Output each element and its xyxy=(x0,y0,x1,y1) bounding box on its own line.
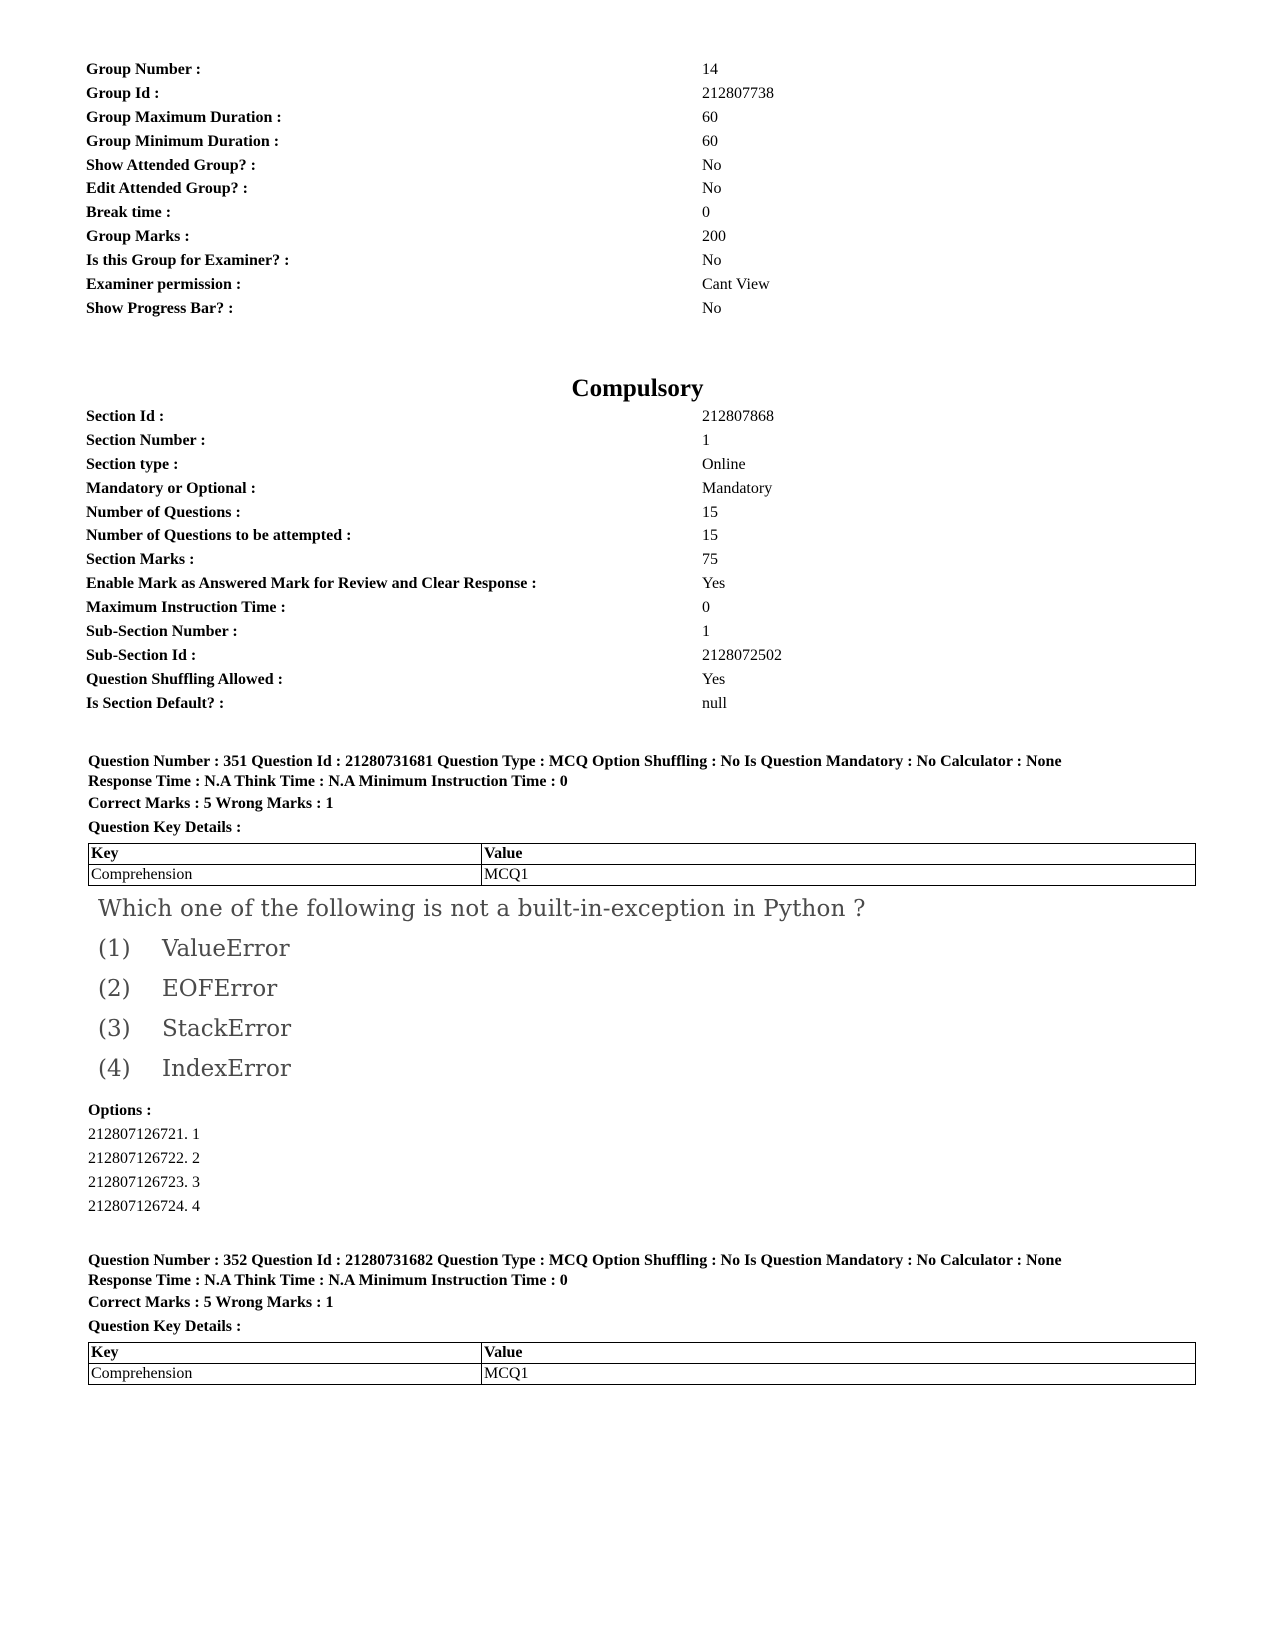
question-key-label: Question Key Details : xyxy=(88,819,242,836)
section-value: 15 xyxy=(702,503,718,521)
section-value: 1 xyxy=(702,431,710,449)
section-key: Maximum Instruction Time : xyxy=(86,599,286,617)
table-header-row xyxy=(89,844,1196,865)
group-key: Show Progress Bar? : xyxy=(86,299,234,317)
group-value: 200 xyxy=(702,228,726,246)
choice-number: (1) xyxy=(98,936,131,962)
question-choice xyxy=(98,1015,291,1043)
question-key-table xyxy=(88,843,1196,886)
options-label: Options : xyxy=(88,1102,152,1119)
question-text: Which one of the following is not a built-in-exception in Python ? xyxy=(98,896,866,922)
section-key: Number of Questions to be attempted : xyxy=(86,527,352,545)
option-item: 212807126723. 3 xyxy=(88,1174,200,1191)
table-row xyxy=(89,865,1196,886)
group-value: 0 xyxy=(702,204,710,222)
group-key: Group Number : xyxy=(86,61,201,78)
section-key: Number of Questions : xyxy=(86,503,241,521)
group-key: Group Id : xyxy=(86,84,160,102)
section-value: Yes xyxy=(702,575,726,593)
section-heading: Compulsory xyxy=(571,375,704,402)
section-key: Sub-Section Id : xyxy=(86,646,197,664)
section-key: Mandatory or Optional : xyxy=(86,479,256,497)
group-value: No xyxy=(702,180,722,198)
section-value: 212807868 xyxy=(702,408,774,425)
question-timing: Response Time : N.A Think Time : N.A Minimum Instruction Time : 0 xyxy=(88,1272,568,1289)
section-key: Enable Mark as Answered Mark for Review and Clear Response : xyxy=(86,575,537,593)
option-item: 212807126724. 4 xyxy=(88,1198,200,1215)
section-value: Online xyxy=(702,455,746,473)
group-key: Group Minimum Duration : xyxy=(86,132,280,150)
choice-number: (3) xyxy=(98,1016,131,1042)
table-header-cell: Value xyxy=(482,844,1196,865)
section-value: 0 xyxy=(702,599,710,617)
section-key: Is Section Default? : xyxy=(86,694,225,712)
option-item: 212807126721. 1 xyxy=(88,1126,200,1143)
section-value: 15 xyxy=(702,527,718,545)
question-choice xyxy=(98,1055,291,1083)
table-cell: Comprehension xyxy=(89,865,482,886)
question-header: Question Number : 352 Question Id : 21280731682 Question Type : MCQ Option Shuffling : No Is Question Mandatory : No Calculator : None xyxy=(88,1252,1062,1269)
options-list xyxy=(88,1099,200,1219)
section-key: Section Number : xyxy=(86,431,206,449)
section-key: Sub-Section Number : xyxy=(86,623,238,641)
group-key: Edit Attended Group? : xyxy=(86,180,248,198)
table-cell: MCQ1 xyxy=(482,865,1196,886)
table-header-cell: Value xyxy=(482,1343,1196,1364)
group-key: Group Maximum Duration : xyxy=(86,108,282,126)
group-value: 212807738 xyxy=(702,84,774,102)
section-value: null xyxy=(702,694,727,712)
table-header-row xyxy=(89,1343,1196,1364)
question-choice xyxy=(98,975,277,1003)
question-choice xyxy=(98,935,290,963)
group-value: No xyxy=(702,156,722,174)
section-key: Section type : xyxy=(86,455,179,473)
group-key: Show Attended Group? : xyxy=(86,156,256,174)
choice-number: (4) xyxy=(98,1056,131,1082)
group-value: Cant View xyxy=(702,276,770,294)
question-header: Question Number : 351 Question Id : 21280731681 Question Type : MCQ Option Shuffling : No Is Question Mandatory : No Calculator : None xyxy=(88,753,1062,770)
section-value: 2128072502 xyxy=(702,646,782,664)
table-header-cell: Key xyxy=(89,844,482,865)
table-cell: MCQ1 xyxy=(482,1364,1196,1385)
choice-label: EOFError xyxy=(162,976,278,1002)
table-cell: Comprehension xyxy=(89,1364,482,1385)
question-timing: Response Time : N.A Think Time : N.A Minimum Instruction Time : 0 xyxy=(88,773,568,790)
section-key: Section Id : xyxy=(86,408,165,425)
section-value: 75 xyxy=(702,551,718,569)
group-value: 60 xyxy=(702,108,718,126)
choice-label: StackError xyxy=(162,1016,292,1042)
section-key: Section Marks : xyxy=(86,551,195,569)
option-item: 212807126722. 2 xyxy=(88,1150,200,1167)
group-key: Is this Group for Examiner? : xyxy=(86,252,290,270)
choice-label: ValueError xyxy=(162,936,290,962)
section-value: Yes xyxy=(702,670,726,688)
question-key-table xyxy=(88,1342,1196,1385)
table-header-cell: Key xyxy=(89,1343,482,1364)
group-key: Examiner permission : xyxy=(86,276,242,294)
group-key: Group Marks : xyxy=(86,228,190,246)
section-key: Question Shuffling Allowed : xyxy=(86,670,283,688)
group-value: 14 xyxy=(702,61,718,78)
question-block xyxy=(88,752,1198,886)
section-value: Mandatory xyxy=(702,479,773,497)
group-key: Break time : xyxy=(86,204,172,222)
question-block xyxy=(88,1251,1198,1385)
question-marks: Correct Marks : 5 Wrong Marks : 1 xyxy=(88,1294,334,1311)
section-value: 1 xyxy=(702,623,710,641)
table-row xyxy=(89,1364,1196,1385)
question-key-label: Question Key Details : xyxy=(88,1318,242,1335)
group-value: No xyxy=(702,299,722,317)
question-marks: Correct Marks : 5 Wrong Marks : 1 xyxy=(88,795,334,812)
group-value: No xyxy=(702,252,722,270)
choice-number: (2) xyxy=(98,976,131,1002)
choice-label: IndexError xyxy=(162,1056,291,1082)
group-value: 60 xyxy=(702,132,718,150)
